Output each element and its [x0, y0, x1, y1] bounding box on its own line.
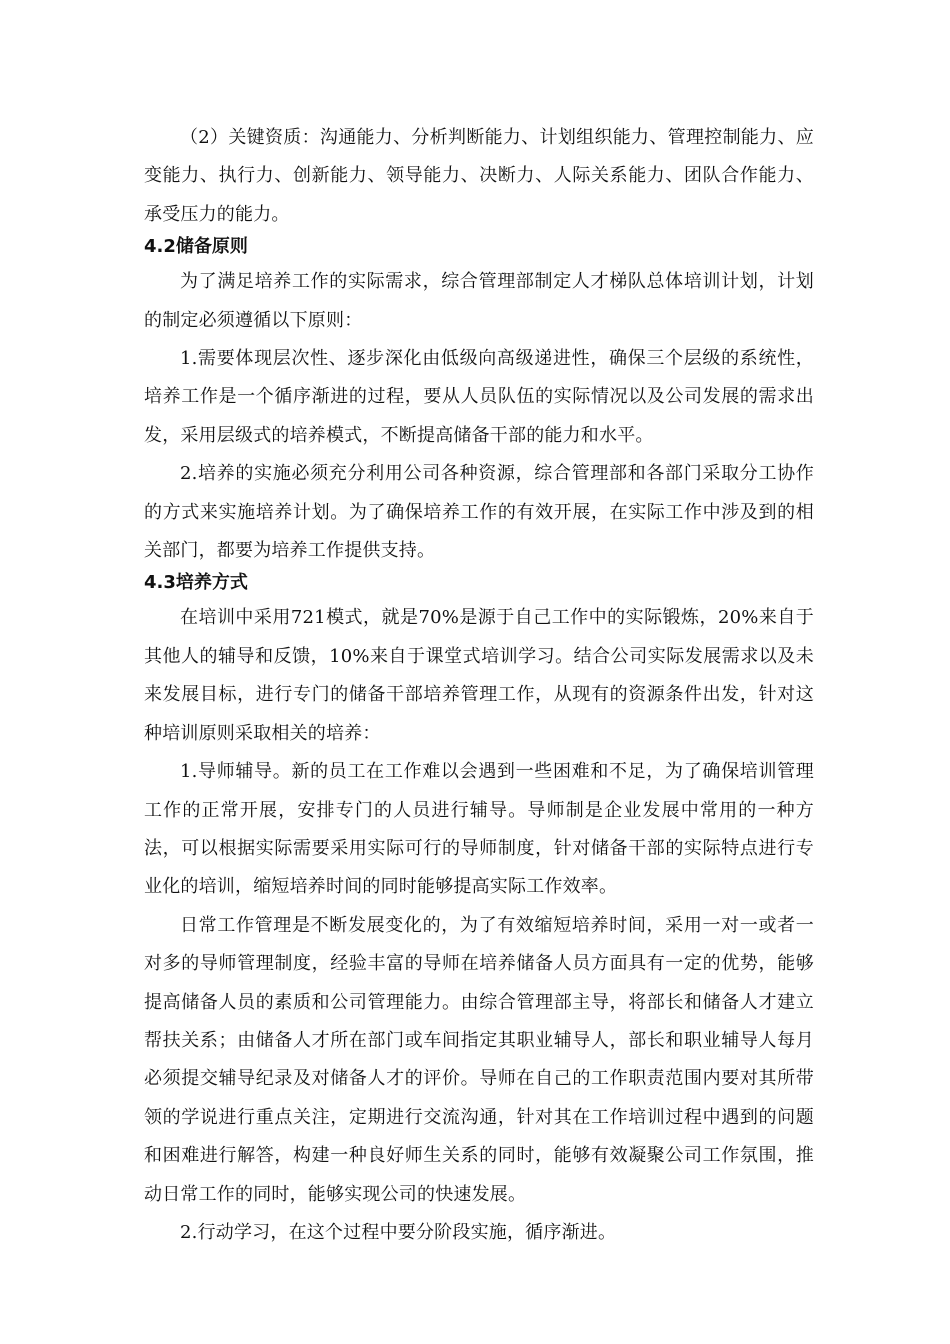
paragraph-action-learning: 2.行动学习，在这个过程中要分阶段实施，循序渐进。: [180, 1221, 617, 1243]
paragraph-principle-2: 2.培养的实施必须充分利用公司各种资源，综合管理部和各部门采取分工协作的方式来实施培养计划。为了确保培养工作的有效开展，在实际工作中涉及到的相关部门，都要为培养工作提供支持。: [144, 463, 814, 562]
paragraph-daily-management: 日常工作管理是不断发展变化的，为了有效缩短培养时间，采用一对一或者一对多的导师管理制度，经验丰富的导师在培养储备人员方面具有一定的优势，能够提高储备人员的素质和公司管理能力。由综合管理部主导，将部长和储备人才建立帮扶关系；由储备人才所在部门或车间指定其职业辅导人，部长和职业辅导人每月必须提交辅导纪录及对储备人才的评价。导师在自己的工作职责范围内要对其所带领的学说进行重点关注，定期进行交流沟通，针对其在工作培训过程中遇到的问题和困难进行解答，构建一种良好师生关系的同时，能够有效凝聚公司工作氛围，推动日常工作的同时，能够实现公司的快速发展。: [144, 914, 814, 1205]
document-body: [144, 119, 814, 1252]
paragraph-reserve-intro: 为了满足培养工作的实际需求，综合管理部制定人才梯队总体培训计划，计划的制定必须遵循以下原则：: [144, 271, 814, 331]
section-heading-4-3: 4.3培养方式: [144, 572, 248, 594]
paragraph-mentor-guidance: 1.导师辅导。新的员工在工作难以会遇到一些困难和不足，为了确保培训管理工作的正常开展，安排专门的人员进行辅导。导师制是企业发展中常用的一种方法，可以根据实际需要采用实际可行的导师制度，针对储备干部的实际特点进行专业化的培训，缩短培养时间的同时能够提高实际工作效率。: [144, 761, 814, 898]
paragraph-721-model: 在培训中采用721模式，就是70%是源于自己工作中的实际锻炼，20%来自于其他人的辅导和反馈，10%来自于课堂式培训学习。结合公司实际发展需求以及未来发展目标，进行专门的储备干部培养管理工作，从现有的资源条件出发，针对这种培训原则采取相关的培养：: [144, 607, 814, 744]
paragraph-principle-1: 1.需要体现层次性、逐步深化由低级向高级递进性，确保三个层级的系统性，培养工作是一个循序渐进的过程，要从人员队伍的实际情况以及公司发展的需求出发，采用层级式的培养模式，不断提高储备干部的能力和水平。: [144, 348, 814, 446]
paragraph-key-qualities: （2）关键资质：沟通能力、分析判断能力、计划组织能力、管理控制能力、应变能力、执行力、创新能力、领导能力、决断力、人际关系能力、团队合作能力、承受压力的能力。: [144, 127, 814, 225]
section-heading-4-2: 4.2储备原则: [144, 236, 248, 258]
